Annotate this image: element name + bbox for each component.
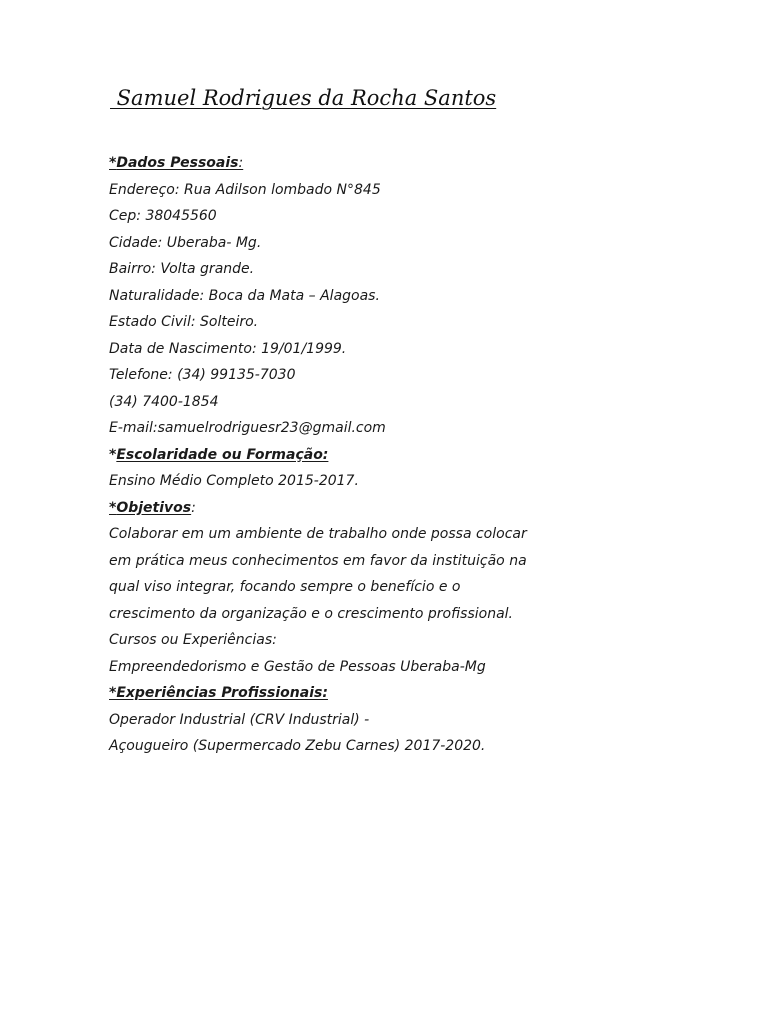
info-line-data-nascimento: Data de Nascimento: 19/01/1999. — [109, 340, 347, 357]
experience-line: Operador Industrial (CRV Industrial) - — [109, 711, 370, 728]
info-line-cep: Cep: 38045560 — [109, 208, 217, 224]
heading-colon: : — [191, 499, 196, 516]
info-line-naturalidade: Naturalidade: Boca da Mata – Alagoas. — [109, 287, 380, 304]
section-heading-objetivos — [109, 495, 729, 522]
courses-label: Cursos ou Experiências: — [109, 632, 277, 648]
heading-text: Escolaridade ou Formação: — [116, 446, 329, 463]
courses-line: Empreendedorismo e Gestão de Pessoas Uberaba-Mg — [109, 658, 486, 675]
info-line-cidade: Cidade: Uberaba- Mg. — [109, 234, 262, 251]
objective-line: em prática meus conhecimentos em favor da instituição na — [109, 552, 527, 569]
info-line-ensino: Ensino Médio Completo 2015-2017. — [109, 473, 359, 489]
section-heading-experiencias — [109, 680, 729, 707]
info-line-endereco: Endereço: Rua Adilson lombado N°845 — [109, 181, 381, 198]
heading-colon: : — [238, 155, 244, 171]
heading-text: Dados Pessoais — [116, 155, 239, 171]
info-line-bairro: Bairro: Volta grande. — [109, 261, 255, 277]
info-line-estado-civil: Estado Civil: Solteiro. — [109, 314, 259, 330]
heading-text: Objetivos — [116, 499, 192, 516]
section-heading-escolaridade — [109, 442, 729, 469]
heading-star: * — [109, 446, 117, 463]
section-heading-dados-pessoais — [109, 150, 729, 177]
resume-name: Samuel Rodrigues da Rocha Santos — [110, 86, 497, 110]
heading-text: *Experiências Profissionais: — [109, 685, 328, 701]
objective-line: crescimento da organização e o crescimento profissional. — [109, 605, 514, 622]
info-line-telefone: Telefone: (34) 99135-7030 — [109, 367, 296, 383]
info-line-telefone-2: (34) 7400-1854 — [109, 393, 219, 410]
experience-line: Açougueiro (Supermercado Zebu Carnes) 2017-2020. — [109, 738, 486, 754]
info-line-email: E-mail:samuelrodriguesr23@gmail.com — [109, 420, 386, 436]
objective-line: qual viso integrar, focando sempre o benefício e o — [109, 579, 461, 595]
heading-star: * — [109, 155, 117, 171]
resume-body — [109, 150, 729, 760]
objective-line: Colaborar em um ambiente de trabalho onde possa colocar — [109, 526, 527, 542]
heading-star: * — [109, 499, 117, 516]
